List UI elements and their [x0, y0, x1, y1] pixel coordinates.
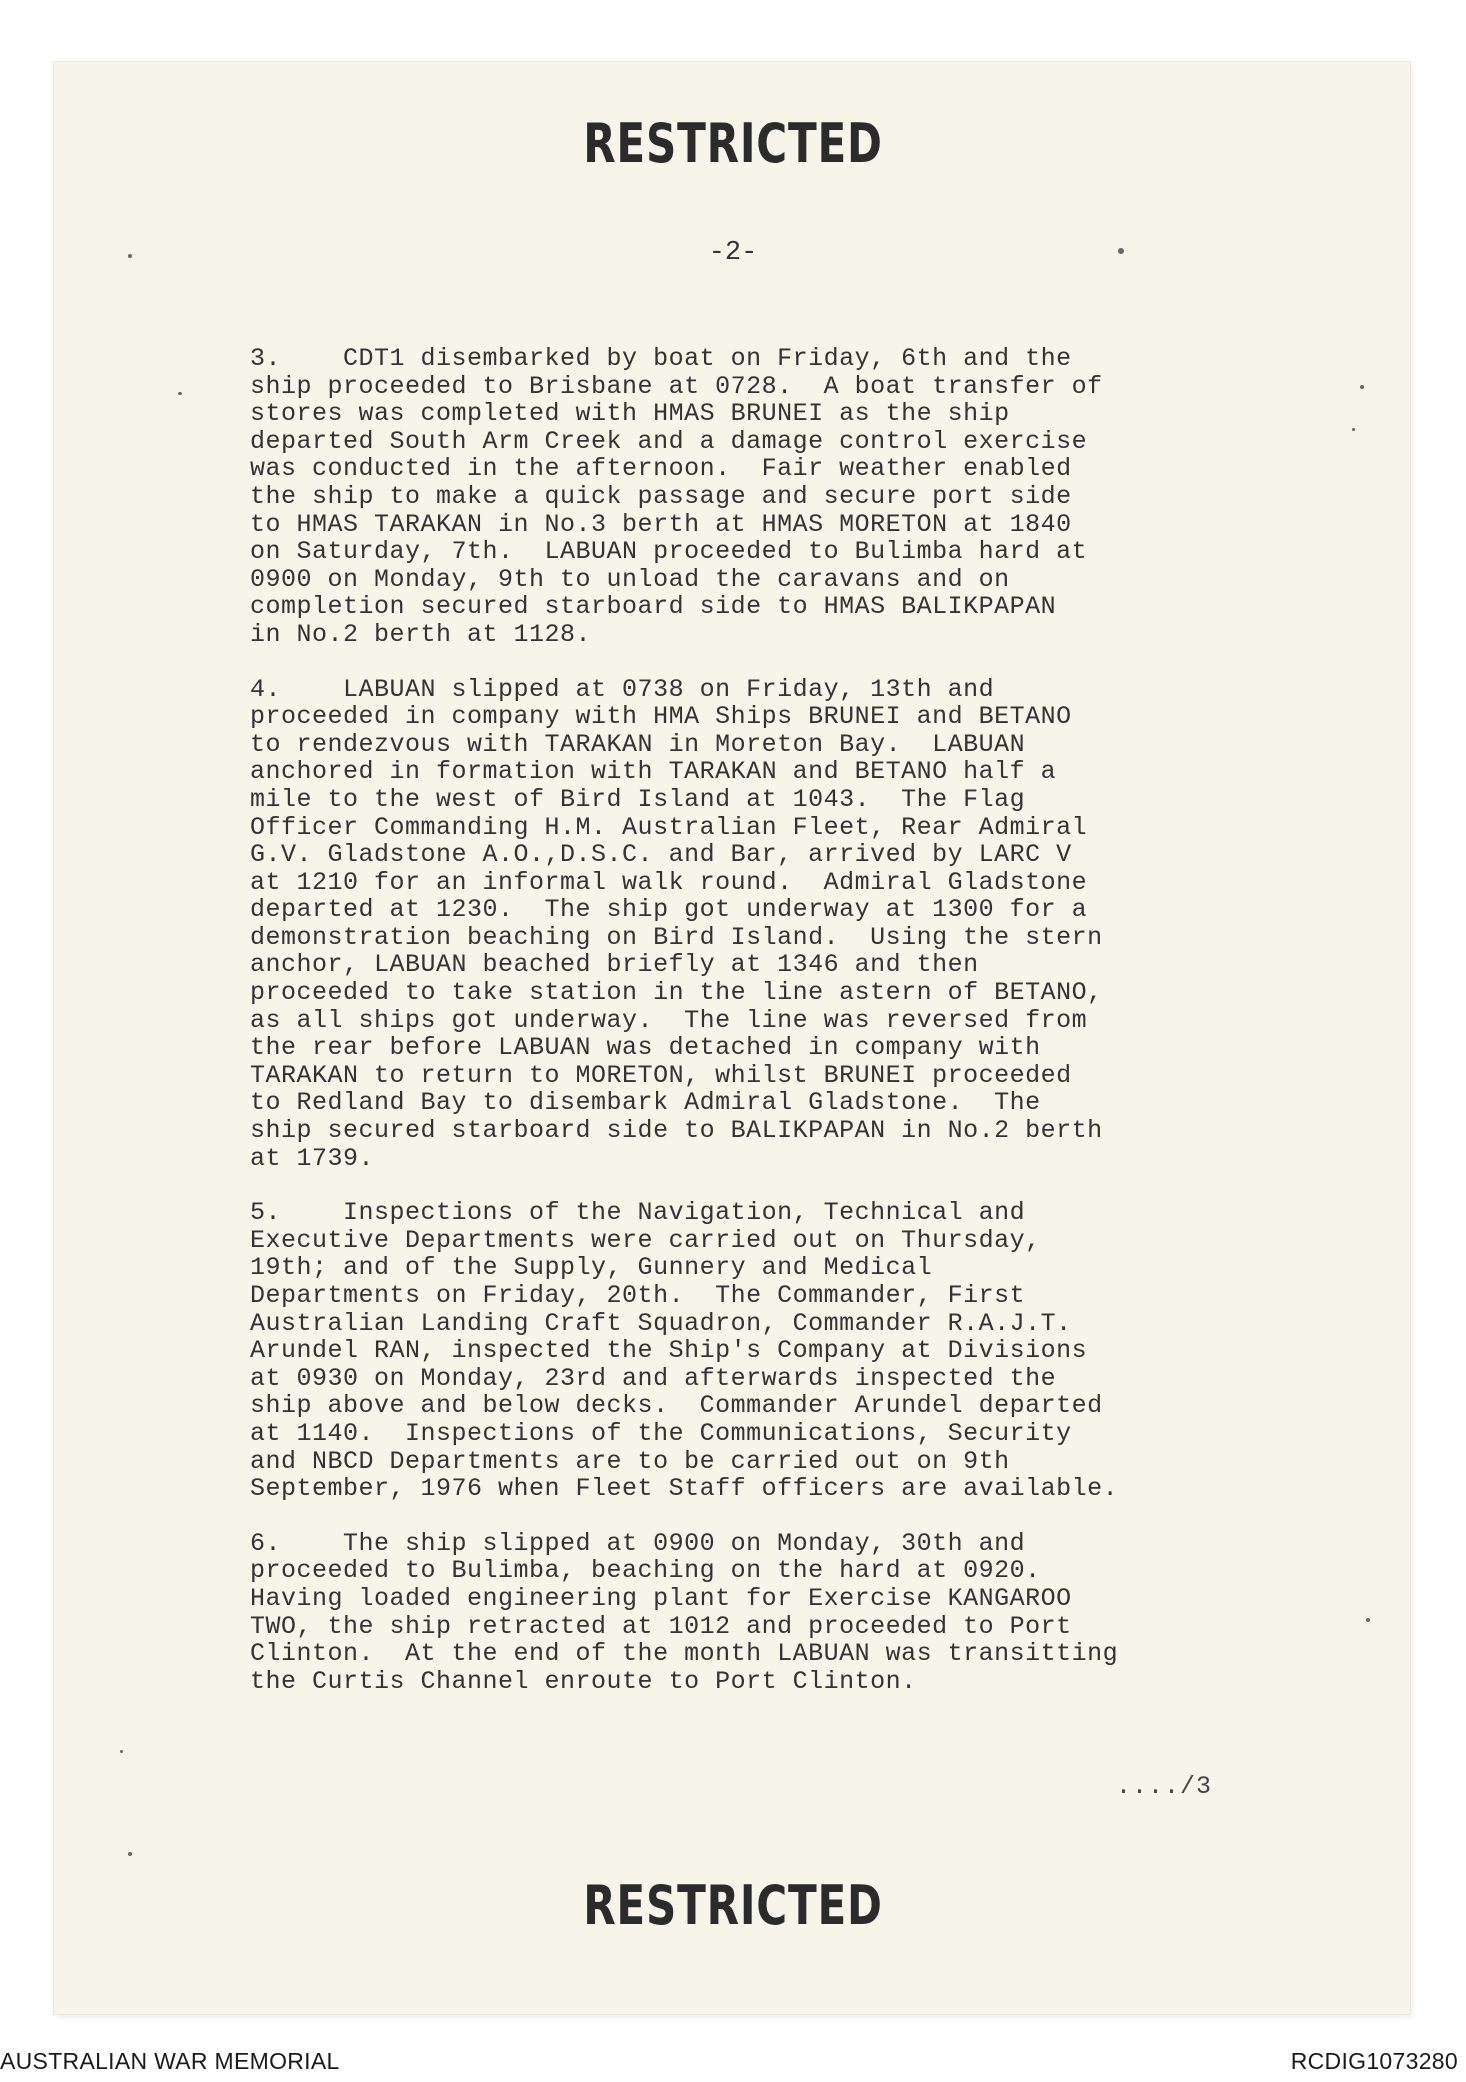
paper-speck [1352, 428, 1355, 431]
document-body [250, 345, 1250, 1722]
continuation-marker: ..../3 [1116, 1772, 1213, 1801]
footer-source: AUSTRALIAN WAR MEMORIAL [0, 2048, 340, 2074]
restricted-stamp-top: RESTRICTED [583, 112, 883, 175]
page-number: -2- [708, 238, 758, 268]
paper-speck [128, 1852, 132, 1856]
paragraph-3: 3. CDT1 disembarked by boat on Friday, 6th and the ship proceeded to Brisbane at 0728. A boat transfer of stores was completed with HMAS BRUNEI as the ship departed South Arm Creek and a damage control exercise was conducted in the afternoon. Fair weather enabled the ship to make a quick passage and secure port side to HMAS TARAKAN in No.3 berth at HMAS MORETON at 1840 on Saturday, 7th. LABUAN proceeded to Bulimba hard at 0900 on Monday, 9th to unload the caravans and on completion secured starboard side to HMAS BALIKPAPAN in No.2 berth at 1128. [250, 344, 1103, 649]
paper-speck [1366, 1618, 1370, 1622]
paragraph-6: 6. The ship slipped at 0900 on Monday, 30th and proceeded to Bulimba, beaching on the hard at 0920. Having loaded engineering plant for Exercise KANGAROO TWO, the ship retracted at 1012 and proceeded to Port Clinton. At the end of the month LABUAN was transitting the Curtis Channel enroute to Port Clinton. [250, 1528, 1119, 1696]
footer-record-id: RCDIG1073280 [1290, 2048, 1458, 2074]
paragraph-4: 4. LABUAN slipped at 0738 on Friday, 13th and proceeded in company with HMA Ships BRUNEI and BETANO to rendezvous with TARAKAN in Moreton Bay. LABUAN anchored in formation with TARAKAN and BETANO half a mile to the west of Bird Island at 1043. The Flag Officer Commanding H.M. Australian Fleet, Rear Admiral G.V. Gladstone A.O.,D.S.C. and Bar, arrived by LARC V at 1210 for an informal walk round. Admiral Gladstone departed at 1230. The ship got underway at 1300 for a demonstration beaching on Bird Island. Using the stern anchor, LABUAN beached briefly at 1346 and then proceeded to take station in the line astern of BETANO, as all ships got underway. The line was reversed from the rear before LABUAN was detached in company with TARAKAN to return to MORETON, whilst BRUNEI proceeded to Redland Bay to disembark Admiral Gladstone. The ship secured starboard side to BALIKPAPAN in No.2 berth at 1739. [250, 674, 1103, 1173]
paragraph-5: 5. Inspections of the Navigation, Technical and Executive Departments were carried out on Thursday, 19th; and of the Supply, Gunnery and Medical Departments on Friday, 20th. The Commander, First Australian Landing Craft Squadron, Commander R.A.J.T. Arundel RAN, inspected the Ship's Company at Divisions at 0930 on Monday, 23rd and afterwards inspected the ship above and below decks. Commander Arundel departed at 1140. Inspections of the Communications, Security and NBCD Departments are to be carried out on 9th September, 1976 when Fleet Staff officers are available. [250, 1198, 1119, 1504]
paper-speck [1360, 385, 1364, 389]
restricted-stamp-bottom: RESTRICTED [583, 1874, 883, 1937]
paper-speck [178, 392, 182, 395]
paper-speck [120, 1750, 123, 1753]
